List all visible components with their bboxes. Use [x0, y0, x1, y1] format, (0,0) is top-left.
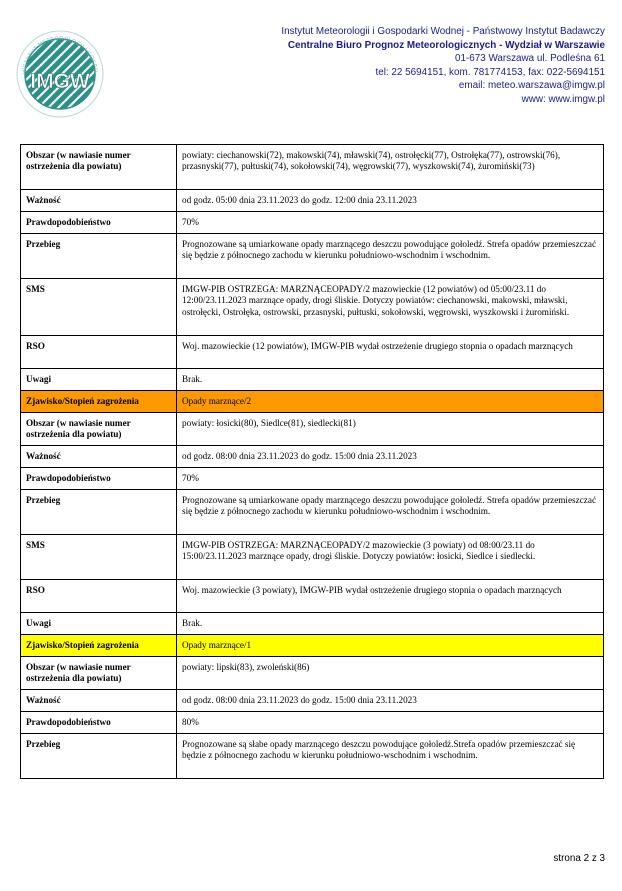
field-label: Zjawisko/Stopień zagrożenia [21, 391, 177, 413]
field-label: Przebieg [21, 234, 177, 279]
field-label: Prawdopodobieństwo [21, 712, 177, 734]
table-row [21, 413, 604, 446]
bureau-name: Centralne Biuro Prognoz Meteorologicznych - Wydział w Warszawie [287, 39, 605, 51]
address: 01-673 Warszawa ul. Podleśna 61 [454, 53, 605, 65]
phone: tel: 22 5694151, kom. 781774153, fax: 022-5694151 [375, 66, 605, 78]
field-value: Woj. mazowieckie (12 powiatów), IMGW-PIB wydał ostrzeżenie drugiego stopnia o opadach marznących [177, 336, 604, 369]
field-value: Prognozowane są umiarkowane opady marznącego deszczu powodujące gołoledź. Strefa opadów przemieszczać się będzie z północnego zachodu w kierunku południowo-wschodnim i wschodnim. [177, 490, 604, 535]
field-label: Uwagi [21, 369, 177, 391]
field-value: 70% [177, 468, 604, 490]
field-value: powiaty: ciechanowski(72), makowski(74), mławski(74), ostrołęcki(77), Ostrołęka(77), ostrowski(76), przasnyski(77), pułtuski(74), sokołowski(74), węgrowski(77), wyszkowski(74), żuromiński(73) [177, 145, 604, 190]
field-value: Opady marznące/1 [177, 635, 604, 657]
table-row [21, 145, 604, 190]
field-label: Obszar (w nawiasie numer ostrzeżenia dla powiatu) [21, 413, 177, 446]
table-row [21, 712, 604, 734]
imgw-logo [16, 30, 104, 118]
field-value: Brak. [177, 613, 604, 635]
table-row [21, 490, 604, 535]
logo-ring-text: INSTYTUT METEOROLOGII I GOSPO [21, 35, 99, 75]
table-row [21, 613, 604, 635]
field-label: SMS [21, 535, 177, 580]
field-label: Przebieg [21, 490, 177, 535]
table-row [21, 336, 604, 369]
field-label: Prawdopodobieństwo [21, 468, 177, 490]
table-row [21, 690, 604, 712]
field-label: RSO [21, 336, 177, 369]
field-value: IMGW-PIB OSTRZEGA: MARZNĄCEOPADY/2 mazowieckie (3 powiaty) od 08:00/23.11 do 15:00/23.11.2023 marznące opady, drogi śliskie. Dotyczy powiatów: łosicki, Siedlce i siedlecki. [177, 535, 604, 580]
table-row [21, 446, 604, 468]
field-label: Przebieg [21, 734, 177, 779]
table-row [21, 212, 604, 234]
table-row [21, 657, 604, 690]
field-value: powiaty: lipski(83), zwoleński(86) [177, 657, 604, 690]
field-label: RSO [21, 580, 177, 613]
field-value: od godz. 05:00 dnia 23.11.2023 do godz. 12:00 dnia 23.11.2023 [177, 190, 604, 212]
table-row [21, 635, 604, 657]
field-value: powiaty: łosicki(80), Siedlce(81), siedlecki(81) [177, 413, 604, 446]
table-row [21, 369, 604, 391]
page-number: strona 2 z 3 [553, 853, 605, 864]
table-row [21, 234, 604, 279]
table-row [21, 580, 604, 613]
institute-name: Instytut Meteorologii i Gospodarki Wodnej - Państwowy Instytut Badawczy [281, 26, 605, 37]
email[interactable]: email: meteo.warszawa@imgw.pl [458, 80, 605, 92]
field-label: Zjawisko/Stopień zagrożenia [21, 635, 177, 657]
field-label: Ważność [21, 190, 177, 212]
field-label: Ważność [21, 690, 177, 712]
table-row [21, 535, 604, 580]
warnings-table [20, 144, 604, 779]
field-value: Prognozowane są słabe opady marznącego deszczu powodujące gołoledź.Strefa opadów przemieszczać się będzie z północnego zachodu w kierunku południowo-wschodnim i wschodnim. [177, 734, 604, 779]
field-label: Uwagi [21, 613, 177, 635]
field-value: od godz. 08:00 dnia 23.11.2023 do godz. 15:00 dnia 23.11.2023 [177, 446, 604, 468]
field-label: SMS [21, 279, 177, 336]
field-label: Obszar (w nawiasie numer ostrzeżenia dla powiatu) [21, 145, 177, 190]
logo-text: IMGW [30, 70, 90, 93]
table-row [21, 190, 604, 212]
field-value: Prognozowane są umiarkowane opady marznącego deszczu powodujące gołoledź. Strefa opadów przemieszczać się będzie z północnego zachodu w kierunku południowo-wschodnim i wschodnim. [177, 234, 604, 279]
field-value: Brak. [177, 369, 604, 391]
table-row [21, 391, 604, 413]
field-label: Ważność [21, 446, 177, 468]
field-value: od godz. 08:00 dnia 23.11.2023 do godz. 15:00 dnia 23.11.2023 [177, 690, 604, 712]
table-row [21, 468, 604, 490]
field-value: IMGW-PIB OSTRZEGA: MARZNĄCEOPADY/2 mazowieckie (12 powiatów) od 05:00/23.11 do 12:00/23.11.2023 marznące opady, drogi śliskie. Dotyczy powiatów: ciechanowski, makowski, mławski, ostrołęcki, Ostrołęka, ostrowski, przasnyski, pułtuski, sokołowski, węgrowski, wyszkowski i żuromiński. [177, 279, 604, 336]
table-row [21, 279, 604, 336]
field-value: 80% [177, 712, 604, 734]
field-value: 70% [177, 212, 604, 234]
website[interactable]: www: www.imgw.pl [521, 93, 605, 105]
institute-header [281, 25, 605, 107]
field-value: Opady marznące/2 [177, 391, 604, 413]
field-value: Woj. mazowieckie (3 powiaty), IMGW-PIB wydał ostrzeżenie drugiego stopnia o opadach marznących [177, 580, 604, 613]
field-label: Prawdopodobieństwo [21, 212, 177, 234]
field-label: Obszar (w nawiasie numer ostrzeżenia dla powiatu) [21, 657, 177, 690]
table-row [21, 734, 604, 779]
